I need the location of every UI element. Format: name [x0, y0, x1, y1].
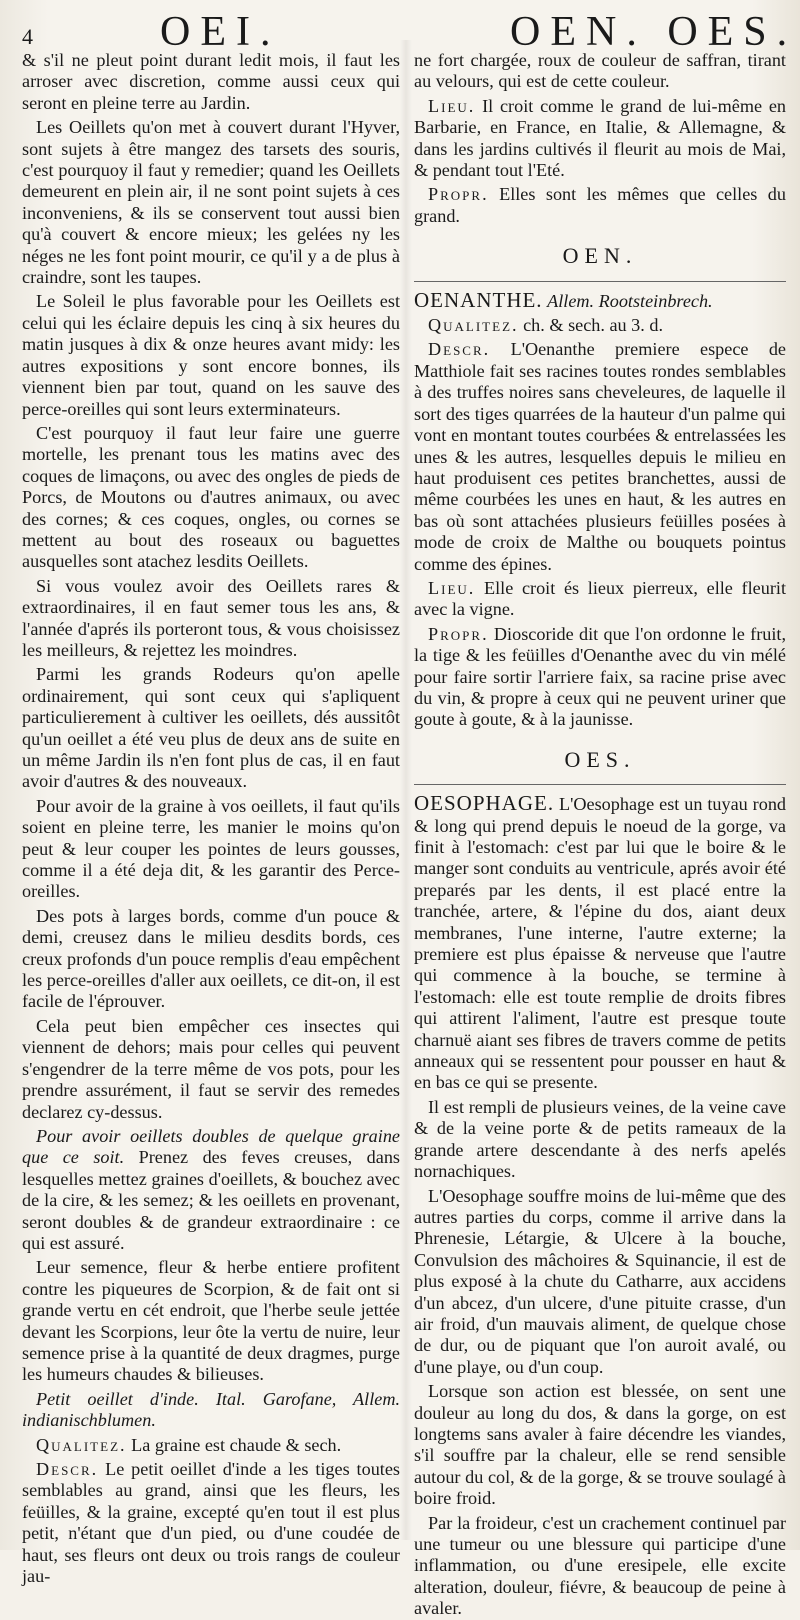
descr-label: Descr.	[428, 339, 491, 360]
recipe-text: Prenez des feves creuses, dans lesquelles mettez graines d'oeillets, & bouchez avec de la cire, & les semez; & les oeillets en provenant, seront doubles & de grandeur extraordinaire : ce qui est assuré.	[22, 1147, 401, 1253]
paragraph: Par la froideur, c'est un crachement continuel par une tumeur ou une blessure qui participe d'une inflammation, ou d'une eresipele, elle excite alteration, douleur, fiévre, & beaucoup de peine à avaler.	[414, 1512, 786, 1619]
descr-text: L'Oenanthe premiere espece de Matthiole fait ses racines toutes rondes semblables à des truffes noires sans cheveleures, de laquelle il sort des tiges quarrées de la hauteur d'un palme qui vont en montant toutes courbées & entrelassées les unes & les autres, lesquelles depuis le milieu en haut produisent ces petites branchettes, aussi de même courbées les unes en haut, & les autres en bas où sont attachées plusieurs feüilles posées à mode de croix de Malthe ou bouquets pointus comme des épines.	[414, 339, 787, 574]
propr-text: Elles sont les mêmes que celles du grand.	[414, 184, 786, 226]
recipe-heading: Pour avoir oeillets doubles de quelque graine que ce soit.	[22, 1125, 400, 1168]
section-heading-oes: OES.	[564, 746, 636, 772]
column-gutter	[400, 40, 412, 1540]
descr-paragraph	[414, 339, 786, 574]
entry-synonyms: Allem. Rootsteinbrech.	[547, 290, 713, 311]
running-head-right: OEN. OES.	[510, 9, 798, 55]
paragraph: Cela peut bien empêcher ces insectes qui viennent de dehors; mais pour celles qui peuvent s'engendrer de la terre même de vos pots, pour les prendre assurément, il faut se servir des remedes declarez cy-dessus.	[22, 1015, 400, 1122]
lieu-label: Lieu.	[428, 95, 476, 116]
qualitez-label: Qualitez.	[428, 315, 519, 336]
qualitez-text: La graine est chaude & sech.	[131, 1434, 342, 1455]
paragraph: Le Soleil le plus favorable pour les Oeillets est celui qui les éclaire depuis les cinq à six heures du matin jusques à dix & onze heures avant midy: les autres expositions y sont encore bonnes, ils viennent bien par tout, quand on les sauve des perce-oreilles qui sont leurs exterminateurs.	[22, 291, 400, 419]
entry-text: L'Oesophage est un tuyau rond & long qui prend depuis le noeud de la gorge, va finit à l'estomach: c'est par lui que le boire & le manger sont conduits au ventricule, aprés avoir été preparés par les dents, il est placé entre la tranchée, artere, & l'épine du dos, aiant deux membranes, l'une interne, l'autre externe; la premiere est plus épaisse & nerveuse que l'autre qui commence à la bouche, se termine à l'estomach: elle est toute remplie de droits fibres qui attirent l'aliment, l'autre est presque toute charnuë aiant ses fibres de travers comme de petits anneaux qui se ressentent pour pousser en haut & en bas ce qui se presente.	[414, 794, 787, 1093]
paragraph: Pour avoir de la graine à vos oeillets, il faut qu'ils soient en pleine terre, les manier le moins qu'on peut & leur couper les pointes de leurs gousses, comme il a été deja dit, & les garantir des Perce-oreilles.	[22, 795, 400, 902]
qualitez-label: Qualitez.	[36, 1434, 127, 1455]
paragraph: Parmi les grands Rodeurs qu'on apelle ordinairement, qui sont ceux qui s'apliquent particulierement à cultiver les oeillets, dés aussitôt qu'un oeillet a été veu plus de deux ans de suite en un même Jardin ils n'en font plus de cas, il en faut avoir d'autres & des nouveaux.	[22, 664, 400, 792]
paragraph: ne fort chargée, roux de couleur de saffran, tirant au velours, qui est de cette couleur.	[414, 50, 786, 92]
qualitez-paragraph	[22, 1435, 400, 1456]
paragraph: Les Oeillets qu'on met à couvert durant l'Hyver, sont sujets à être mangez des tarsets des souris, c'est pourquoy il faut y remedier; quand les Oeillets demeurent en plein air, il ne sont point sujets à ces inconveniens, & ils se conservent tout aussi bien qu'à couvert & encore mieux; les gelées ny les néges ne les font point mourir, ce qu'il y a de plus à craindre, sont les taupes.	[22, 117, 400, 288]
descr-paragraph	[22, 1459, 400, 1587]
recipe-paragraph	[22, 1126, 400, 1254]
lieu-label: Lieu.	[428, 577, 476, 598]
lieu-text: Elle croit és lieux pierreux, elle fleurit avec la vigne.	[414, 577, 786, 620]
descr-label: Descr.	[36, 1459, 99, 1479]
entry-title: OESOPHAGE.	[414, 791, 555, 816]
divider	[414, 784, 786, 785]
entry-title: Petit oeillet d'inde.	[36, 1388, 199, 1409]
divider	[414, 281, 786, 282]
right-column	[414, 50, 787, 1619]
propr-paragraph	[414, 184, 786, 227]
oesophage-entry	[414, 793, 786, 1094]
paragraph: C'est pourquoy il faut leur faire une guerre mortelle, les prenant tous les matins avec des coques de limaçons, ou avec des ongles de pieds de Porcs, de Moutons ou d'autres animaux, ou avec des cornes; & ces coques, ongles, ou cornes se mettent au bout des roseaux ou baguettes ausquelles sont atachez lesdits Oeillets.	[22, 422, 400, 572]
lieu-paragraph	[414, 578, 786, 621]
propr-label: Propr.	[428, 184, 489, 205]
paragraph: Lorsque son action est blessée, on sent une douleur au long du dos, & dans la gorge, on est longtems sans avaler à faire décendre les viandes, s'il souffre par la chaleur, elle se rend sensible autour du col, & de la gorge, & se trouve soulagé à boire froid.	[414, 1381, 786, 1509]
entry-title: OENANTHE.	[414, 287, 543, 312]
propr-text: Dioscoride dit que l'on ordonne le fruit, la tige & les feüilles d'Oenanthe avec du vin mélé pour faire sortir l'arriere faix, sa racine prise avec du vin, & propre à ceux qui ne peuvent uriner que goute à goute, & à la jaunisse.	[414, 623, 786, 730]
running-head-left: OEI.	[160, 9, 281, 55]
paragraph: & s'il ne pleut point durant ledit mois, il faut les arroser avec discretion, comme aussi ceux qui seront en pleine terre au Jardin.	[22, 50, 400, 113]
page-number: 4	[22, 24, 34, 49]
petit-oeillet-entry	[22, 1389, 400, 1432]
lieu-paragraph	[414, 96, 786, 182]
lieu-text: Il croit comme le grand de lui-même en Barbarie, en France, en Italie, & Allemagne, & dans les jardins cultivés il fleurit au mois de Mai, & pendant tout l'Eté.	[414, 95, 786, 181]
qualitez-text: ch. & sech. au 3. d.	[523, 315, 664, 336]
descr-text: Le petit oeillet d'inde a les tiges toutes semblables au grand, ainsi que les fleurs, les feüilles, & la graine, excepté qu'en tout il est plus petit, n'étant que d'un pied, ou d'une coudée de haut, ses fleurs ont deux ou trois rangs de couleur jau-	[22, 1459, 400, 1587]
paragraph: Si vous voulez avoir des Oeillets rares & extraordinaires, il en faut semer tous les ans, & l'année d'aprés ils porteront tous, & vous choisissez les meilleurs, & rejettez les moindres.	[22, 575, 400, 660]
oenanthe-entry	[414, 287, 786, 312]
paragraph: Des pots à larges bords, comme d'un pouce & demi, creusez dans le milieu desdits bords, ces creux profonds d'un pouce remplis d'eau empêchent les perce-oreilles d'aller aux oeillets, ce dit-on, il est facile de l'éprouver.	[22, 905, 400, 1012]
propr-paragraph	[414, 624, 786, 731]
paragraph: L'Oesophage souffre moins de lui-même que des autres parties du corps, comme il arrive dans la Phrenesie, Létargie, & Ulcere à la bouche, Convulsion des mâchoires & Squinancie, il est de plus exposé à la chute du Catharre, aux accidens d'un abcez, d'un ulcere, d'une pituite crasse, d'un air froid, d'un mauvais aliment, de quelque chose de dur, ou de piquant que l'on auroit avalé, ou d'une playe, ou d'un coup.	[414, 1185, 786, 1377]
propr-label: Propr.	[428, 623, 489, 644]
paragraph: Leur semence, fleur & herbe entiere profitent contre les piqueures de Scorpion, & de fait ont si grande vertu en cét endroit, que l'herbe seule jettée devant les Scorpions, leur ôte la vertu de nuire, leur semence prise à la quantité de deux dragmes, purge les humeurs chaudes & bilieuses.	[22, 1257, 400, 1385]
paragraph: Il est rempli de plusieurs veines, de la veine cave & de la veine porte & de petits rameaux de la grande artere descendante à des nerfs apelés nornachiques.	[414, 1096, 786, 1182]
left-column	[22, 50, 401, 1587]
section-heading-oen: OEN.	[562, 243, 638, 269]
entry-synonyms: Ital. Garofane, Allem. indianischblumen.	[22, 1388, 401, 1431]
qualitez-paragraph	[414, 315, 786, 336]
